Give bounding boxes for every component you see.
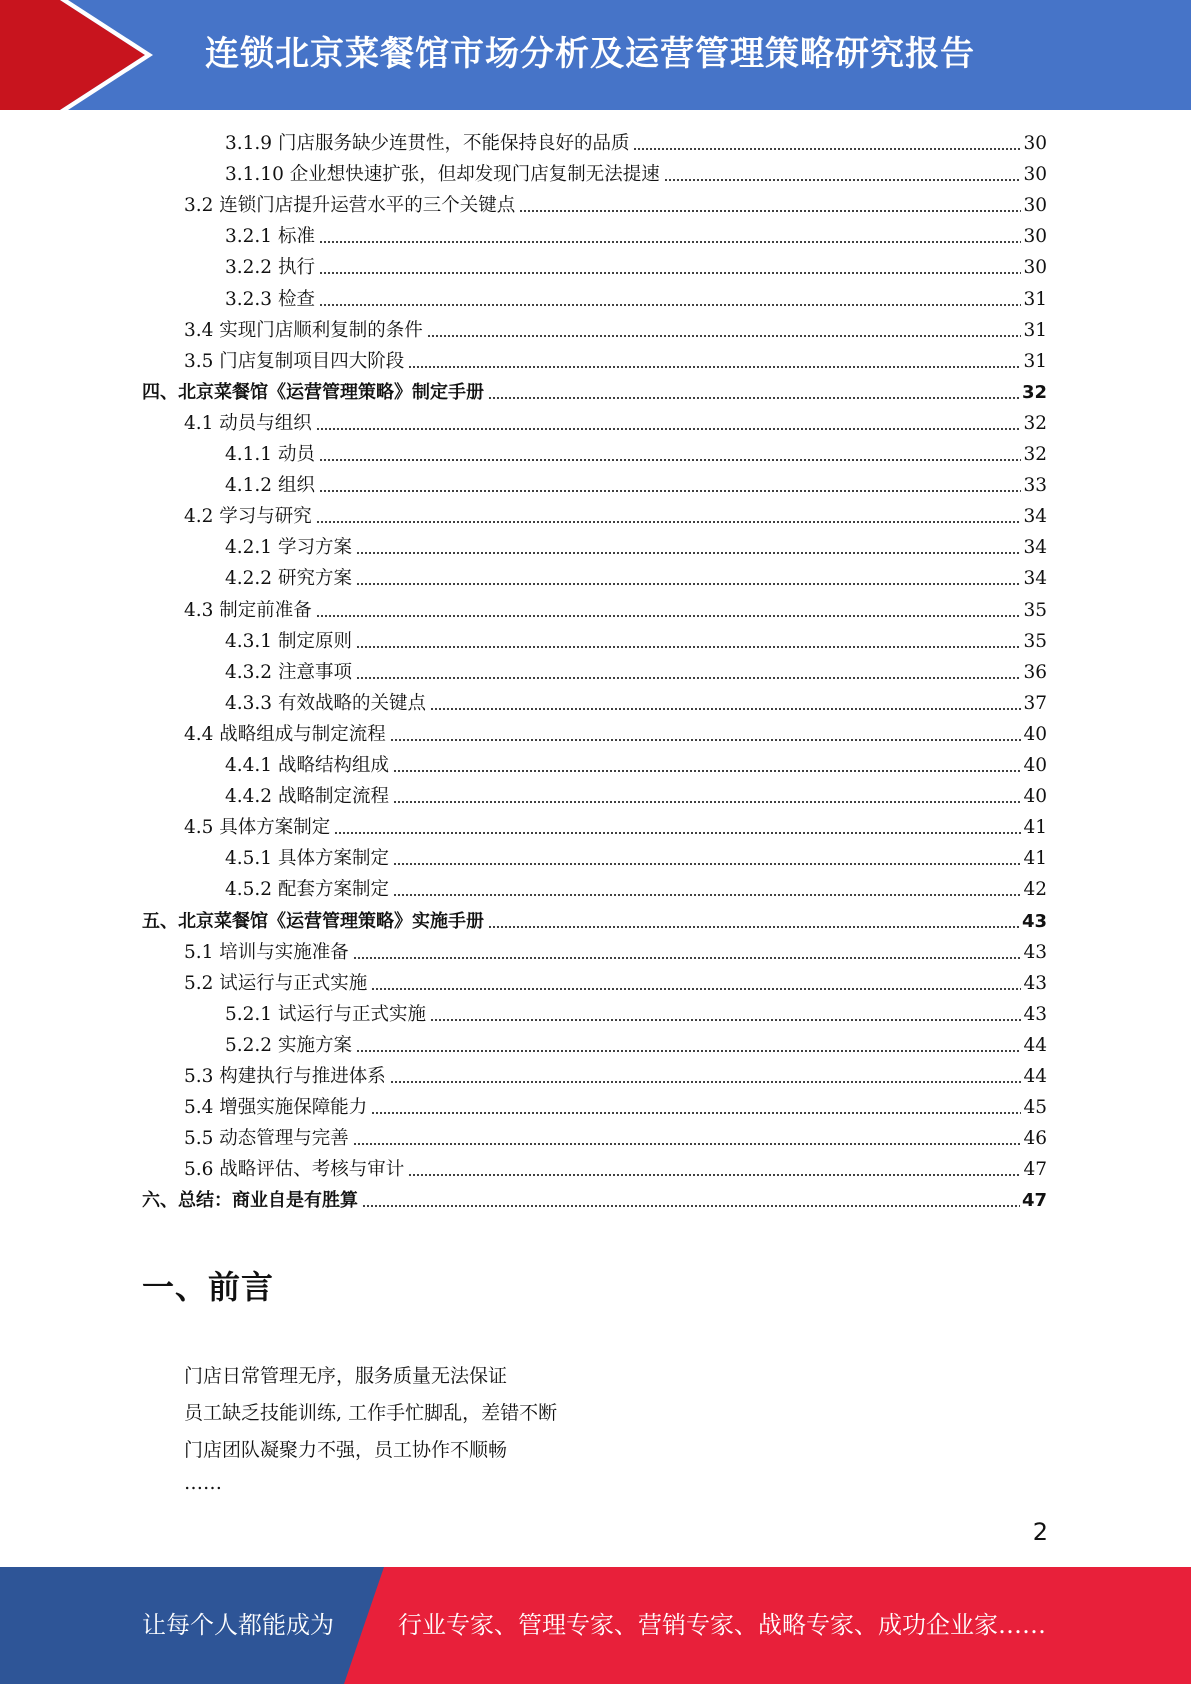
toc-entry-label: 四、北京菜餐馆《运营管理策略》制定手册 — [142, 381, 484, 403]
toc-entry-page: 32 — [1023, 412, 1047, 434]
toc-leader-dots — [316, 614, 1022, 618]
toc-leader-dots — [319, 240, 1022, 244]
toc-entry-page: 30 — [1023, 257, 1047, 279]
page-header — [0, 0, 1191, 110]
toc-entry-label: 3.2.2 执行 — [225, 257, 315, 279]
toc-entry[interactable] — [225, 750, 1047, 781]
toc-entry[interactable] — [225, 252, 1047, 283]
toc-entry-label: 4.1 动员与组织 — [184, 412, 312, 434]
toc-entry-page: 36 — [1023, 661, 1047, 683]
intro-line: 门店日常管理无序，服务质量无法保证 — [184, 1365, 508, 1387]
toc-entry[interactable] — [184, 1123, 1047, 1154]
page-number: 2 — [1032, 1518, 1048, 1546]
intro-line: 门店团队凝聚力不强，员工协作不顺畅 — [184, 1439, 508, 1461]
toc-entry-label: 4.5.1 具体方案制定 — [225, 848, 389, 870]
toc-entry-label: 4.2 学习与研究 — [184, 506, 312, 528]
toc-entry-label: 5.6 战略评估、考核与审计 — [184, 1159, 405, 1181]
toc-entry-page: 30 — [1023, 195, 1047, 217]
toc-entry-page: 44 — [1023, 1066, 1047, 1087]
intro-lines — [184, 1358, 557, 1469]
toc-entry-page: 37 — [1023, 692, 1047, 714]
toc-entry-label: 六、总结：商业自是有胜算 — [142, 1190, 358, 1212]
toc-leader-dots — [319, 303, 1022, 307]
toc-entry[interactable] — [184, 1154, 1047, 1185]
report-title: 连锁北京菜餐馆市场分析及运营管理策略研究报告 — [205, 34, 975, 74]
toc-entry-label: 4.4.2 战略制定流程 — [225, 786, 389, 808]
toc-entry-label: 4.2.2 研究方案 — [225, 568, 352, 590]
toc-entry-page: 34 — [1023, 568, 1047, 590]
toc-entry[interactable] — [184, 968, 1047, 999]
toc-leader-dots — [316, 427, 1022, 431]
toc-entry-page: 33 — [1023, 475, 1047, 497]
toc-entry-label: 3.4 实现门店顺利复制的条件 — [184, 319, 423, 341]
toc-entry-label: 4.3.1 制定原则 — [225, 630, 352, 652]
toc-entry-label: 4.2.1 学习方案 — [225, 537, 352, 559]
toc-entry[interactable] — [225, 221, 1047, 252]
toc-entry[interactable] — [142, 377, 1047, 408]
toc-entry-label: 3.2.1 标准 — [225, 226, 315, 248]
toc-entry[interactable] — [184, 595, 1047, 626]
toc-entry[interactable] — [225, 159, 1047, 190]
toc-entry[interactable] — [225, 563, 1047, 594]
toc-leader-dots — [393, 769, 1021, 773]
toc-entry-page: 47 — [1023, 1159, 1047, 1181]
toc-leader-dots — [319, 489, 1022, 493]
toc-leader-dots — [334, 831, 1021, 835]
toc-entry-label: 5.4 增强实施保障能力 — [184, 1097, 368, 1119]
toc-leader-dots — [356, 645, 1022, 649]
toc-leader-dots — [633, 147, 1021, 151]
toc-entry[interactable] — [225, 999, 1047, 1030]
toc-entry[interactable] — [225, 439, 1047, 470]
toc-entry-page: 30 — [1023, 133, 1047, 154]
toc-entry-page: 34 — [1023, 537, 1047, 559]
toc-entry-label: 3.2 连锁门店提升运营水平的三个关键点 — [184, 195, 516, 217]
toc-entry[interactable] — [225, 874, 1047, 905]
toc-entry-page: 35 — [1023, 630, 1047, 652]
toc-leader-dots — [393, 800, 1021, 804]
toc-entry[interactable] — [225, 1030, 1047, 1061]
toc-entry-page: 41 — [1023, 848, 1047, 870]
toc-leader-dots — [488, 396, 1020, 400]
toc-leader-dots — [408, 1173, 1021, 1177]
toc-leader-dots — [353, 1142, 1022, 1146]
toc-entry-page: 40 — [1023, 755, 1047, 776]
toc-entry[interactable] — [225, 284, 1047, 315]
toc-entry[interactable] — [184, 1092, 1047, 1123]
toc-entry[interactable] — [225, 532, 1047, 563]
toc-entry-page: 44 — [1023, 1034, 1047, 1056]
toc-entry[interactable] — [184, 315, 1047, 346]
toc-entry-page: 34 — [1023, 506, 1047, 528]
toc-entry-label: 5.2.1 试运行与正式实施 — [225, 1003, 426, 1025]
toc-entry[interactable] — [184, 719, 1047, 750]
toc-entry[interactable] — [184, 408, 1047, 439]
toc-entry-label: 五、北京菜餐馆《运营管理策略》实施手册 — [142, 910, 484, 932]
toc-entry-page: 32 — [1021, 381, 1047, 403]
toc-entry-page: 31 — [1023, 319, 1047, 341]
toc-entry-label: 5.3 构建执行与推进体系 — [184, 1066, 386, 1087]
toc-entry-page: 43 — [1023, 941, 1047, 963]
toc-entry-label: 4.3.2 注意事项 — [225, 661, 352, 683]
toc-leader-dots — [319, 271, 1022, 275]
toc-leader-dots — [427, 334, 1022, 338]
toc-entry-label: 3.5 门店复制项目四大阶段 — [184, 350, 405, 372]
toc-entry-label: 4.3 制定前准备 — [184, 599, 312, 621]
toc-leader-dots — [393, 893, 1021, 897]
toc-entry-label: 4.5 具体方案制定 — [184, 817, 331, 839]
toc-entry-label: 5.2 试运行与正式实施 — [184, 972, 368, 994]
toc-leader-dots — [356, 551, 1022, 555]
toc-entry-label: 4.5.2 配套方案制定 — [225, 879, 389, 901]
toc-entry-page: 46 — [1023, 1128, 1047, 1150]
toc-entry[interactable] — [184, 346, 1047, 377]
toc-leader-dots — [430, 707, 1021, 711]
toc-entry[interactable] — [184, 812, 1047, 843]
toc-entry-page: 40 — [1023, 723, 1047, 745]
toc-entry[interactable] — [184, 1061, 1047, 1092]
toc-entry-label: 4.3.3 有效战略的关键点 — [225, 692, 426, 714]
footer-slogan-left: 让每个人都能成为 — [142, 1611, 334, 1639]
toc-leader-dots — [316, 520, 1022, 524]
toc-leader-dots — [430, 1018, 1021, 1022]
toc-leader-dots — [371, 1111, 1021, 1115]
toc-leader-dots — [393, 862, 1021, 866]
toc-entry-page: 32 — [1023, 444, 1047, 465]
toc-entry[interactable] — [225, 781, 1047, 812]
section-heading: 一、前言 — [142, 1268, 275, 1306]
toc-entry-label: 4.1.2 组织 — [225, 475, 315, 497]
toc-leader-dots — [519, 209, 1021, 213]
toc-entry-page: 35 — [1023, 599, 1047, 621]
toc-entry-page: 47 — [1021, 1190, 1047, 1212]
toc-entry-page: 41 — [1023, 817, 1047, 839]
toc-entry-label: 5.1 培训与实施准备 — [184, 941, 349, 963]
toc-leader-dots — [356, 582, 1022, 586]
toc-entry[interactable] — [184, 190, 1047, 221]
toc-entry-page: 43 — [1021, 910, 1047, 932]
toc-entry[interactable] — [225, 470, 1047, 501]
toc-leader-dots — [362, 1204, 1020, 1208]
toc-leader-dots — [408, 365, 1021, 369]
toc-leader-dots — [356, 1049, 1022, 1053]
toc-entry-label: 3.1.9 门店服务缺少连贯性，不能保持良好的品质 — [225, 133, 630, 154]
toc-entry-page: 30 — [1023, 164, 1047, 186]
toc-entry-page: 43 — [1023, 972, 1047, 994]
toc-entry[interactable] — [184, 937, 1047, 968]
toc-entry[interactable] — [225, 128, 1047, 159]
toc-leader-dots — [356, 676, 1022, 680]
toc-entry-label: 3.1.10 企业想快速扩张，但却发现门店复制无法提速 — [225, 164, 660, 186]
footer-slogan-right: 行业专家、管理专家、营销专家、战略专家、成功企业家…… — [398, 1611, 1046, 1639]
toc-entry-label: 5.5 动态管理与完善 — [184, 1128, 349, 1150]
toc-leader-dots — [664, 178, 1022, 182]
toc-entry-label: 4.4 战略组成与制定流程 — [184, 723, 386, 745]
toc-entry[interactable] — [184, 501, 1047, 532]
toc-entry[interactable] — [225, 657, 1047, 688]
toc-entry[interactable] — [225, 626, 1047, 657]
toc-entry-page: 31 — [1023, 288, 1047, 310]
toc-entry[interactable] — [225, 843, 1047, 874]
toc-leader-dots — [488, 925, 1020, 929]
toc-leader-dots — [319, 458, 1022, 462]
toc-entry-page: 30 — [1023, 226, 1047, 248]
toc-entry-label: 3.2.3 检查 — [225, 288, 315, 310]
toc-entry-page: 42 — [1023, 879, 1047, 901]
toc-entry[interactable] — [142, 1185, 1047, 1216]
toc-entry-label: 5.2.2 实施方案 — [225, 1034, 352, 1056]
toc-entry-page: 45 — [1023, 1097, 1047, 1119]
toc-entry-page: 40 — [1023, 786, 1047, 808]
toc-leader-dots — [371, 987, 1021, 991]
toc-entry-label: 4.1.1 动员 — [225, 444, 315, 465]
intro-ellipsis: …… — [184, 1472, 222, 1494]
toc-leader-dots — [390, 738, 1022, 742]
intro-line: 员工缺乏技能训练, 工作手忙脚乱，差错不断 — [184, 1402, 558, 1424]
toc-entry[interactable] — [225, 688, 1047, 719]
toc-leader-dots — [353, 956, 1022, 960]
page-footer — [0, 1567, 1191, 1684]
toc-entry-page: 31 — [1023, 350, 1047, 372]
toc-entry[interactable] — [142, 906, 1047, 937]
toc-leader-dots — [390, 1080, 1022, 1084]
toc-entry-page: 43 — [1023, 1003, 1047, 1025]
toc-entry-label: 4.4.1 战略结构组成 — [225, 755, 389, 776]
